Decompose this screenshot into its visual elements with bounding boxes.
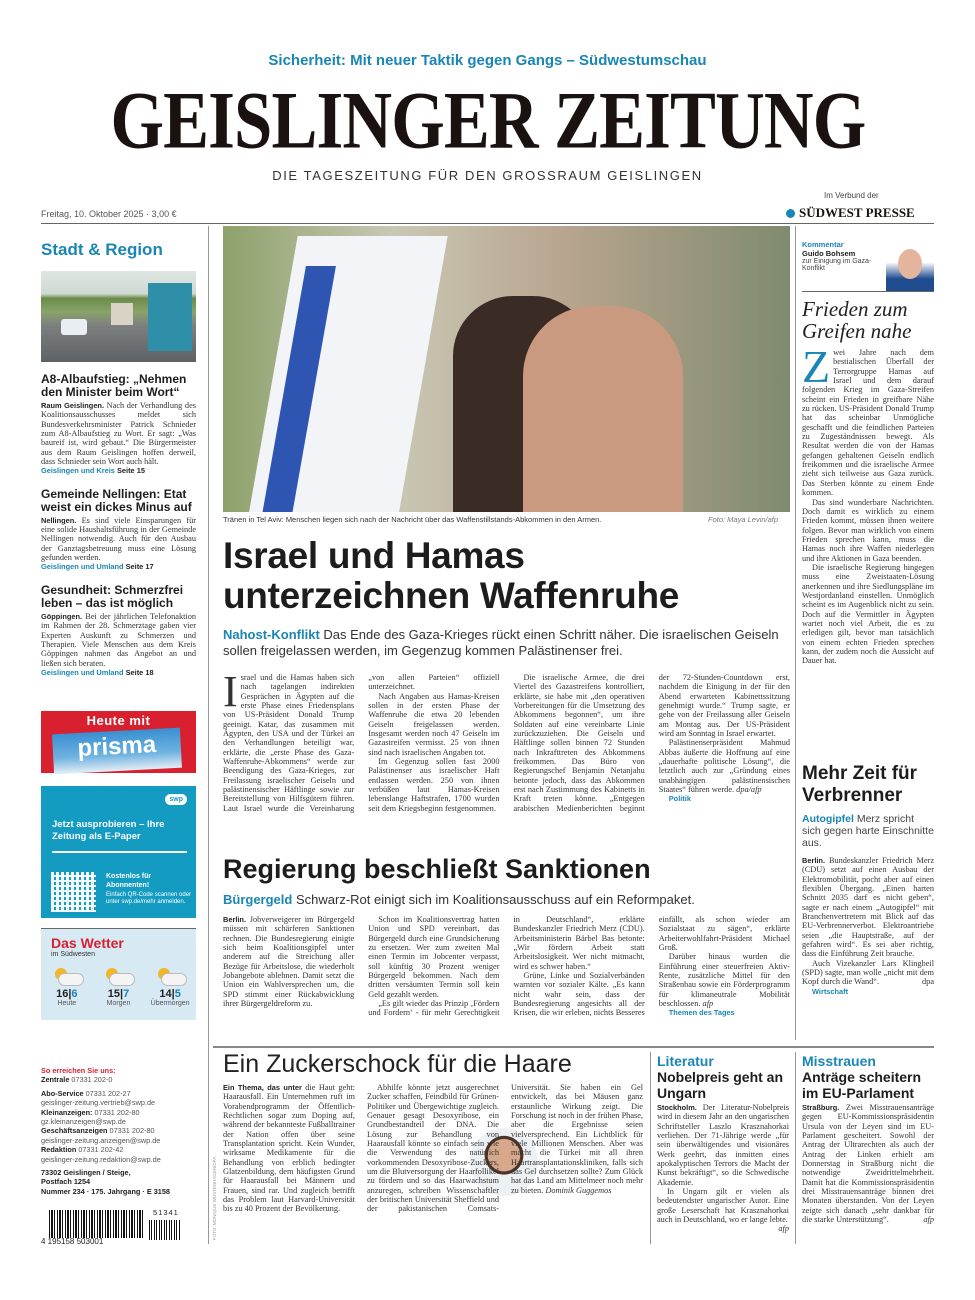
teaser-text: Bei der jährlichen Telefonaktion im Rahmen der 28. Schmerztage gaben vier Experten Auskunft zu Schmerzen und Therapien. Viele Menschen aus dem Kreis Göppingen nahmen das Angebot an und ließen sich beraten.: [41, 611, 196, 668]
teaser-title[interactable]: Gemeinde Nellingen: Etat weist ein dickes Minus auf: [41, 486, 192, 514]
epaper-bold: Kostenlos für Abonnenten!: [106, 873, 152, 889]
teaser-page-ref: Seite 15: [116, 466, 145, 476]
epaper-text: Einfach QR-Code scannen oder unter swp.de/mehr anmelden.: [106, 892, 192, 905]
auto-headline[interactable]: Mehr Zeit für Verbrenner: [802, 763, 918, 806]
agency: afp: [923, 1215, 934, 1225]
contact-label: Abo-Service: [41, 1088, 84, 1098]
barcode-addon: 51341: [153, 1208, 179, 1217]
barcode: [41, 1208, 181, 1248]
highway-photo: [41, 271, 196, 362]
weather-day-label: Morgen: [106, 1000, 131, 1007]
teaser-dateline: Raum Geislingen.: [41, 401, 104, 410]
weather-days: [41, 966, 196, 1007]
epaper-promo[interactable]: [41, 786, 196, 918]
paragraph: „Es gilt wieder das Prinzip ‚Fördern und Fordern‘ - für mehr Gerechtigkeit in Deutschland“, erklärte Bundeskanzler Friedrich Merz (CDU). Arbeitsministerin Bärbel Bas betonte: „Wir fördern Arbeit statt Arbeitslosigkeit. Wer nicht mitmacht, wird es schwer haben.“: [368, 915, 645, 1018]
column-divider: [650, 1052, 651, 1244]
comment-author: Guido Bohsem: [802, 249, 856, 258]
paragraph: Nach Angaben aus Hamas-Kreisen sollen in der ersten Phase der Waffenruhe die etwa 20 lebenden Geiseln freigelassen werden. Insgesamt werden noch 47 Geiseln im Gazastreifen vermisst. 25 von ihnen sind nach israelischen Angaben tot.: [368, 691, 500, 757]
deck-text: Merz spricht sich gegen harte Einschnitte aus.: [802, 813, 934, 849]
hair-body: [223, 1083, 643, 1243]
contact-box: [41, 1066, 201, 1196]
second-kicker: Bürgergeld: [223, 892, 293, 907]
lead-headline[interactable]: [223, 536, 679, 616]
dateline: Berlin.: [802, 856, 825, 865]
prisma-cover: [52, 728, 182, 775]
address-line: 73302 Geislingen / Steige,: [41, 1168, 131, 1178]
weather-day: 16|6 Heute: [43, 966, 91, 1007]
teaser-dateline: Göppingen.: [41, 611, 83, 621]
weather-day-label: Heute: [57, 1000, 77, 1007]
comment-column: [802, 240, 934, 666]
dateline: Ein Thema, das unter: [223, 1083, 302, 1092]
teaser-page-ref: Seite 17: [125, 562, 154, 572]
dateline: Freitag, 10. Oktober 2025 · 3,00 €: [41, 209, 177, 219]
photo-credit: Foto: Maya Levin/afp: [708, 515, 779, 524]
paragraph: Zwei Misstrauensanträge gegen EU-Kommissionspräsidentin Ursula von der Leyen sind im EU-Parlament gescheitert. Sowohl der Antrag der Ultrarechten als auch der Antrag der Linken erhielt am Donnerstag in Straßburg nicht die notwendige Zweidrittelmehrheit. Damit hat die Kommissionspräsidentin drei Misstrauensanträge binnen drei Monaten überstanden. Von der Leyen zeigte sich danach „sehr dankbar für die starke Unterstützung“.: [802, 1103, 934, 1225]
weather-day-label: Übermorgen: [150, 1000, 190, 1007]
barcode-number: 4 195158 503001: [41, 1237, 104, 1246]
contact-phone[interactable]: 07331 202-42: [78, 1145, 124, 1155]
contact-label: Geschäftsanzeigen: [41, 1126, 108, 1136]
left-teaser[interactable]: [41, 584, 196, 677]
bottom-rule: [213, 1046, 934, 1048]
section-ref[interactable]: Wirtschaft: [812, 986, 849, 996]
paragraph: Abhilfe könnte jetzt ausgerechnet Zucker schaffen, Feindbild für Grünen-Politiker und Übergewichtige zugleich. Genauer gesagt Desoxyribose, ein Grundbestandteil der DNA. Die Lösung zur Behandlung von Haarausfall könnte so einfach sein wie die Verwendung des natürlich vorkommenden Desoxyribose-Zuckers, um die Blutversorgung der Haarfollikel zu fördern und so das Haarwachstum anzuregen, schreiben Wissenschaftler der britischen Universität Sheffield und der pakistanischen Comsats-Universität. Sie haben ein Gel entwickelt, das bei Mäusen ganz erstaunliche Wirkung zeigt. Die Forschung ist noch in der frühen Phase, aber die Ergebnisse seien vielversprechend. Ein Lichtblick für viele Millionen Menschen. Aber was macht die Türkei mit all ihren Haartransplantationskliniken, falls sich das Gel durchsetzen sollte? Zum Glück hat das Land am Mittelmeer noch mehr zu bieten.: [367, 1083, 643, 1214]
issue-number: Nummer 234 · 175. Jahrgang · E 3158: [41, 1186, 170, 1196]
paragraph: Im Gegenzug sollen fast 2000 Palästinenser aus israelischer Haft entlassen werden. 250 von ihnen verbüßen laut Hamas-Kreisen lebenslange Haftstrafen, 1700 wurden seit dem Kriegsbeginn festgenommen.: [368, 757, 500, 813]
paragraph: Jobverweigerer im Bürgergeld müssen mit schärferen Sanktionen rechnen. Die Bundesregierung einigte sich beim Koalitionsgipfel unter anderem auf die Streichung aller Bezüge für Arbeitslose, die wiederholt Jobangebote ablehnen. Damit setzt die Union ein Wahlversprechen um, die SPD stimmt einer Rückabwicklung ihrer Bürgergeldreform zu.: [223, 915, 355, 1009]
tagline: DIE TAGESZEITUNG FÜR DEN GROSSRAUM GEISLINGEN: [272, 168, 703, 183]
comment-headline[interactable]: Frieden zum Greifen nahe: [802, 297, 912, 343]
partly-cloudy-icon: [146, 966, 194, 988]
auto-article: [802, 763, 934, 996]
drop-cap: I: [223, 667, 238, 716]
agency: dpa: [922, 977, 934, 987]
paragraph: Auch Vizekanzler Lars Klingbeil (SPD) sagte, man wolle „nicht mit dem Kopf durch die Wand“.: [802, 958, 934, 987]
left-teaser[interactable]: [41, 373, 196, 476]
teaser-title[interactable]: A8-Albaufstieg: „Nehmen den Minister beim Wort“: [41, 372, 187, 399]
author: Dominik Guggemos: [545, 1185, 612, 1195]
hair-headline[interactable]: Ein Zuckerschock für die Haare: [223, 1050, 572, 1078]
temp-high: 16: [56, 988, 69, 1000]
second-headline[interactable]: Regierung beschließt Sanktionen: [223, 854, 651, 884]
headline-line: unterzeichnen Waffenruhe: [223, 575, 680, 616]
contact-label: Redaktion: [41, 1145, 77, 1155]
auto-kicker: Autogipfel: [802, 813, 854, 825]
weather-box: [41, 928, 196, 1020]
paragraph: wei Jahre nach dem bestialischen Überfall der Terrorgruppe Hamas auf Israel und dem darauf folgenden Krieg im Gaza-Streifen scheint ein Frieden in greifbare Nähe zu rücken. US-Präsident Donald Trump hat das scheinbar Unmögliche geschafft und die feindlichen Parteien zu Zugeständnissen bewegt. Als Resultat werden die von der Hamas gefangen gehaltenen Geiseln endlich freikommen und die israelische Armee zieht sich teilweise aus Gaza zurück. Das Sterben könnte zu einem Ende kommen.: [802, 348, 934, 498]
swp-badge: swp: [165, 794, 187, 805]
temp-low: 7: [123, 988, 130, 1000]
paragraph: die Haut geht: Haarausfall. Ein Unternehmen ruft im Vorabendprogramm der Öffentlich-Rechtlichen sogar zum Doping auf, während der bekannteste Fußballtrainer der Nation offen über seine Transplantation spricht. Kein Wunder, wirksame Medikamente für die Behandlung von erblich bedingter Glatzenbildung, dem häufigsten Grund für Haarausfall bei Männern und Frauen, sind rar. Und zugleich betrifft das Problem laut Harvard-Universität bis zu 40 Prozent der Bevölkerung.: [223, 1083, 355, 1214]
contact-title: So erreichen Sie uns:: [41, 1066, 116, 1075]
section-ref[interactable]: Politik: [668, 794, 691, 804]
left-teaser[interactable]: [41, 488, 196, 572]
lead-body: [223, 667, 790, 837]
contact-phone[interactable]: 07331 202-80: [109, 1126, 155, 1136]
weather-title: Das Wetter: [51, 935, 124, 951]
teaser-title[interactable]: Gesundheit: Schmerzfrei leben – das ist möglich: [41, 582, 184, 610]
partner-name: SÜDWEST PRESSE: [799, 205, 915, 220]
teaser-section-ref[interactable]: Geislingen und Umland: [41, 562, 124, 572]
lead-kicker: Nahost-Konflikt: [223, 627, 320, 642]
temp-high: 14: [159, 988, 172, 1000]
contact-email[interactable]: gz.kleinanzeigen@swp.de: [41, 1117, 126, 1127]
weather-day: 14|5 Übermorgen: [146, 966, 194, 1007]
dateline: Berlin.: [223, 915, 246, 924]
paragraph: srael und die Hamas haben sich nach tagelangen indirekten Gesprächen in Ägypten auf die erste Phase eines Friedensplans von US-Präsident Donald Trump geeinigt. Katar, das zusammen mit Ägypten, den USA und der Türkei an den Verhandlungen beteiligt war, erklärte, die „erste Phase des Gaza-Waffenruhe-Abkommens“ werde zur Beendigung des Gaza-Krieges, zur Freilassung israelischer Geiseln und palästinensischer Häftlinge sowie zur Bereitstellung von Hilfsgütern führen. Laut Israel wurde die Vereinbarung „von allen Parteien“ offiziell unterzeichnet.: [223, 673, 500, 813]
prisma-promo[interactable]: [41, 711, 196, 773]
contact-phone[interactable]: 07331 202-27: [85, 1088, 131, 1098]
eu-kicker: Misstrauen: [802, 1053, 876, 1069]
qr-code-icon[interactable]: [51, 872, 96, 912]
paragraph: In Ungarn gilt er vielen als bedeutendster ungarischer Autor. Eine große Leserschaft hat Krasznahorkai auch in Deutschland, wo er lange lebte.: [657, 1187, 789, 1225]
topline-teaser[interactable]: Sicherheit: Mit neuer Taktik gegen Gangs – Südwestumschau: [268, 52, 707, 69]
masthead: [0, 75, 975, 166]
deck-text: Schwarz-Rot einigt sich im Koalitionsausschuss auf ein Reformpaket.: [295, 892, 695, 907]
divider: [52, 851, 187, 853]
masthead-title: GEISLINGER ZEITUNG: [110, 75, 865, 166]
paragraph: Der Literatur-Nobelpreis wird in diesem Jahr an den ungarischen Schriftsteller Laszlo Krasznahorkai verliehen. Der 71-Jährige werde „für sein überwältigendes und visionäres Werk geehrt, das inmitten eines apokalyptischen Terrors die Macht der Kunst bekräftigt“, so die Schwedische Akademie.: [657, 1103, 789, 1187]
contact-email[interactable]: geislinger-zeitung.redaktion@swp.de: [41, 1154, 161, 1164]
nobel-article: [657, 1053, 789, 1234]
second-body: [223, 915, 790, 1033]
column-divider: [208, 226, 209, 1244]
paragraph: Das sind wunderbare Nachrichten. Doch damit es wirklich zu einem Frieden kommt, müssen ihnen weitere folgen. Bevor man wirklich von einem Frieden sprechen kann, muss die Hamas noch ihre Waffen niederlegen und ihre Aktionen in Gaza beenden.: [802, 497, 934, 563]
teaser-text: Es sind viele Einsparungen für eine solide Haushaltsführung in der Gemeinde Nellingen notwendig. Auch für den Ausbau der Ganztagsbetreuung muss eine Lösung gefunden werden.: [41, 515, 197, 563]
paragraph: Schon im Koalitionsvertrag hatten Union und SPD vereinbart, das Bürgergeld durch eine Grundsicherung zu ersetzen. Wer zum zweiten Mal einen Termin im Jobcenter verpasst, soll künftig 30 Prozent weniger Bürgergeld bekommen. Nach dem dritten versäumten Termin soll kein Geld gezahlt werden.: [368, 915, 500, 999]
teaser-page-ref: Seite 18: [125, 667, 154, 677]
contact-label: Zentrale: [41, 1075, 70, 1085]
partner-logo: [786, 205, 915, 221]
weather-subtitle: im Südwesten: [51, 951, 95, 958]
temp-low: 6: [71, 988, 78, 1000]
paragraph: Darüber hinaus wurden die Einführung einer steuerfreien Aktiv-Rente, zusätzliche Mittel für den Straßenbau sowie ein Förderprogramm für klimaneutrale Mobilität beschlossen.: [658, 952, 790, 1009]
contact-email[interactable]: geislinger-zeitung.vertrieb@swp.de: [41, 1098, 156, 1108]
paragraph: Grüne, Linke und Sozialverbänden warnten vor sozialer Kälte. „Es kann nicht wahr sein, dass der Bundesregierung angesichts all der Krisen, die wir erleben, nichts Besseres einfällt, als schon wieder am Sozialstaat zu sägen“, erklärte Arbeiterwohlfahrt-Präsident Michael Groß.: [513, 915, 790, 1018]
contact-label: Kleinanzeigen:: [41, 1107, 93, 1117]
lead-deck: [223, 627, 790, 659]
nobel-headline[interactable]: Nobelpreis geht an Ungarn: [657, 1069, 784, 1101]
section-title: Stadt & Region: [41, 240, 163, 259]
partly-cloudy-icon: [94, 966, 142, 988]
temp-low: 5: [174, 988, 181, 1000]
paragraph: Bundeskanzler Friedrich Merz (CDU) setzt auf einen Ausbau der Elektromobilität, pocht aber auf einen flexiblen Übergang. „Einen harten Schnitt 2035 darf es nicht geben“, sagte er nach einem „Autogipfel“ mit Branchenvertretern mit Blick auf das EU-Verbrennerverbot. Elektroantriebe seien „die Hauptstraße, auf der gefahren wird“. Es sei aber richtig, dass die Einführung Zeit brauche.: [802, 856, 935, 959]
agency: afp: [702, 999, 714, 1009]
epaper-title: Jetzt ausprobieren – Ihre Zeitung als E-Paper: [52, 819, 165, 842]
dateline: Straßburg.: [802, 1103, 840, 1112]
photo-credit-vertical: FOTO: MONIQUE WÜSTENHAGEN/DPA: [212, 1156, 217, 1240]
agency: afp: [778, 1224, 789, 1234]
weather-day: 15|7 Morgen: [94, 966, 142, 1007]
address-line: Postfach 1254: [41, 1177, 91, 1187]
partly-cloudy-icon: [43, 966, 91, 988]
teaser-dateline: Nellingen.: [41, 515, 77, 525]
author-avatar: [886, 243, 934, 291]
comment-topic: zur Einigung im Gaza-Konflikt: [802, 258, 872, 272]
headline-line: Israel und Hamas: [223, 535, 525, 576]
contact-phone[interactable]: 07331 202-0: [71, 1075, 113, 1085]
header-rule: [41, 223, 934, 224]
comment-label: Kommentar: [802, 240, 844, 249]
contact-phone[interactable]: 07331 202-80: [94, 1107, 140, 1117]
teaser-text: Nach der Verhandlung des Koalitionsausschusses meldet sich Bundesverkehrsminister Patrick Schnieder zum A8-Albaufstieg zu Wort. Er sagt: „Was baureif ist, wird gebaut.“ Die Bürgermeister aus dem Raum Geislingen hoffen derweil, dass Schnieder sein Wort auch hält.: [41, 401, 196, 467]
left-column: [41, 240, 196, 677]
section-ref[interactable]: Themen des Tages: [668, 1008, 735, 1018]
dateline: Stockholm.: [657, 1103, 697, 1112]
partner-dot-icon: [786, 209, 795, 218]
second-deck: [223, 892, 790, 907]
teaser-section-ref[interactable]: Geislingen und Umland: [41, 667, 124, 677]
photo-caption: Tränen in Tel Aviv: Menschen liegen sich nach der Nachricht über das Waffenstillstands-Abkommen in den Armen.: [223, 515, 602, 524]
verbund-label: Im Verbund der: [824, 191, 879, 200]
deck-text: Das Ende des Gaza-Krieges rückt einen Schritt näher. Die israelischen Geiseln sollen freigelassen werden, im Gegenzug kommen Palästinenser frei.: [223, 627, 779, 658]
temp-high: 15: [107, 988, 120, 1000]
column-divider: [795, 226, 796, 1040]
column-divider: [795, 1052, 796, 1244]
paragraph: Palästinenserpräsident Mahmud Abbas äußerte die Hoffnung auf eine „dauerhafte politische Lösung“, die letztlich auch zur „Gründung eines unabhängigen palästinensischen Staates“ führen werde.: [658, 738, 790, 795]
prisma-logo: prisma: [76, 730, 157, 763]
contact-email[interactable]: geislinger-zeitung.anzeigen@swp.de: [41, 1135, 161, 1145]
prisma-label: Heute mit: [86, 713, 151, 728]
eu-article: [802, 1053, 934, 1224]
teaser-section-ref[interactable]: Geislingen und Kreis: [41, 466, 115, 476]
drop-cap: Z: [802, 341, 831, 392]
eu-headline[interactable]: Anträge scheitern im EU-Parlament: [802, 1069, 922, 1101]
lead-photo[interactable]: [223, 226, 790, 512]
comment-header: [802, 240, 934, 292]
nobel-kicker: Literatur: [657, 1053, 714, 1069]
paragraph: Die israelische Armee, die drei Viertel des Gazastreifens kontrolliert, erklärte, sie habe mit „den operativen Vorbereitungen für die Umsetzung des Abkommens begonnen“, um ihre Soldaten auf eine vereinbarte Linie zurückzuziehen. Die Geiseln und Häftlinge sollen binnen 72 Stunden nach Inkrafttreten des Abkommens freikommen. Das Büro von Regierungschef Benjamin Netanjahu betonte jedoch, dass das Abkommen erst nach Zustimmung des Kabinetts in Kraft treten könne. „Entgegen arabischen Medienberichten beginnt der 72-Stunden-Countdown erst, nachdem die Einigung in der für den Abend erwarteten Kabinettssitzung genehmigt wurde.“ Trump sagte, er gehe von der Freilassung aller Geiseln am Montag aus. Der US-Präsident wird am Sonntag in Israel erwartet.: [513, 673, 790, 813]
paragraph: Die israelische Regierung hingegen muss eine Zweistaaten-Lösung anerkennen und ihre Siedlungspläne im Westjordanland einstellen. Unmöglich scheint es im Augenblick nicht zu sein. Doch auf die Vermittler in Ägypten wartet noch viel Arbeit, die es zu erledigen gilt, bevor man tatsächlich von einem echten Frieden sprechen kann, der zudem noch die Aussicht auf Dauer hat.: [802, 562, 934, 666]
agency: dpa/afp: [736, 785, 762, 795]
